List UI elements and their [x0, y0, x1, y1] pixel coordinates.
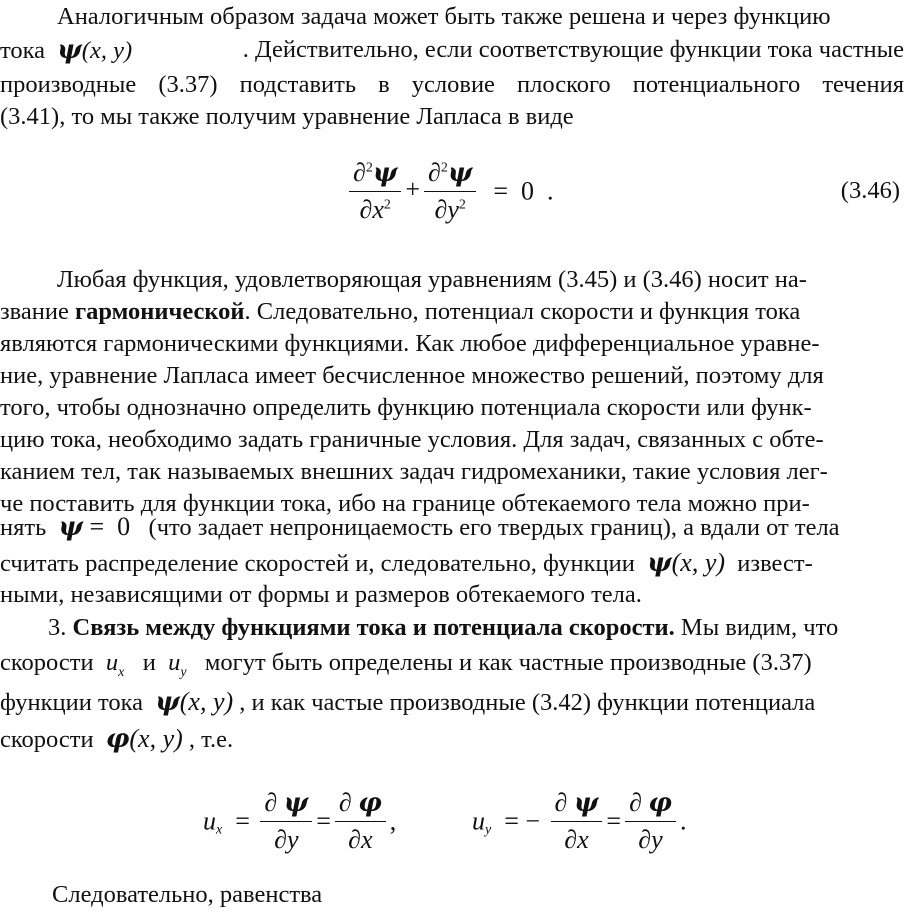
section-number: 3. [48, 614, 67, 641]
text: че поставить для функции тока, ибо на границе обтекаемого тела можно при- [0, 490, 810, 517]
text: . Следовательно, потенциал скорости и функция тока [244, 298, 801, 325]
para1-line2 [0, 33, 904, 68]
text: того, чтобы однозначно определить функцию потенциала скорости или функ- [0, 394, 812, 421]
text: . Действительно, если соответствующие функции тока частные [242, 36, 904, 63]
text: считать распределение скоростей и, следовательно, функции [0, 550, 635, 577]
para2-line5 [0, 391, 904, 425]
text: функции тока [0, 689, 144, 716]
math-sub: y [180, 664, 187, 680]
fraction: $\frac{\partial^2\psi}{\partial y^2}$ [424, 158, 476, 225]
text: скорости [0, 649, 94, 676]
para3-line2 [0, 646, 904, 680]
para2-line7 [0, 455, 904, 489]
text: Любая функция, удовлетворяющая уравнениям (3.45) и (3.46) носит на- [57, 266, 807, 293]
para3-line1 [0, 611, 904, 645]
para1-line3 [0, 68, 904, 102]
psi-symbol: ψ [647, 548, 672, 578]
fraction: $\frac{\partial^2\psi}{\partial x^2}$ [349, 158, 401, 225]
footer-line [0, 878, 904, 912]
para3-line3: функции тока ψ(x, y) , и как частые производные (3.42) функции потенциала [0, 687, 816, 717]
math-u: u [168, 649, 181, 676]
text: являются гармоническими функциями. Как любое дифференциальное уравне- [0, 330, 820, 357]
text: цию тока, необходимо задать граничные условия. Для задач, связанных с обте- [0, 426, 824, 453]
fraction: $\frac{\partial \varphi}{\partial x}$ [335, 788, 386, 855]
text: Аналогичным образом задача может быть также решена и через функцию [57, 3, 831, 30]
text: Мы видим, что [680, 614, 839, 641]
text: тока ψ(x, y) [0, 35, 133, 65]
bold-term: гармонической [75, 298, 245, 325]
psi-symbol: ψ [155, 687, 180, 717]
para2-line10: считать распределение скоростей и, следовательно, функции ψ(x, y) извест- [0, 548, 813, 578]
text: производные (3.37) подставить в условие плоского потенциального течения [0, 71, 904, 98]
para2-line1 [0, 263, 904, 297]
para3-line4: скорости φ(x, y) , т.е. [0, 724, 234, 754]
phi-symbol: φ [105, 724, 130, 754]
text: звание [0, 298, 69, 325]
para2-line9: нять ψ = 0 (что задает непроницаемость его твердых границ), а вдали от тела [0, 512, 840, 542]
text: и [142, 649, 156, 676]
text: канием тел, так называемых внешних задач гидромеханики, такие условия лег- [0, 458, 828, 485]
section-heading: Связь между функциями тока и потенциала скорости. [72, 614, 675, 641]
para2-line4 [0, 359, 904, 393]
math-sub: x [118, 664, 125, 680]
math-u: u [105, 649, 119, 676]
text: (3.41), то мы также получим уравнение Лапласа в виде [0, 103, 574, 130]
text: скорости [0, 726, 94, 753]
text: могут быть определены и как частные производные (3.37) [204, 649, 812, 676]
para2-line2 [0, 295, 904, 329]
equation-number: (3.46) [840, 177, 900, 204]
para1-line4 [0, 100, 904, 134]
fraction: $\frac{\partial \psi}{\partial x}$ [551, 788, 603, 855]
fraction: $\frac{\partial \psi}{\partial y}$ [260, 788, 312, 855]
para2-line11 [0, 578, 904, 612]
equation-3-46: $\frac{\partial^2\psi}{\partial x^2}$ + $\frac{\partial^2\psi}{\partial y^2}$ = 0 . [345, 158, 554, 225]
text: (что задает непроницаемость его твердых границ), а вдали от тела [148, 514, 840, 541]
text: ние, уравнение Лапласа имеет бесчисленное множество решений, поэтому для [0, 362, 824, 389]
psi-symbol: ψ [57, 35, 82, 65]
equation-relations-right: $u_y$ = − $\frac{\partial \psi}{\partial x}$ = $\frac{\partial \varphi}{\partial y}$ . [472, 788, 687, 854]
equation-relations-left: $u_x$ = $\frac{\partial \psi}{\partial y}$ = $\frac{\partial \varphi}{\partial x}$ , [203, 788, 397, 854]
para2-line6 [0, 423, 904, 457]
text: Следовательно, равенства [52, 881, 323, 908]
text: извест- [737, 550, 813, 577]
psi-symbol: ψ [58, 512, 83, 542]
para2-line3 [0, 327, 904, 361]
text: , т.е. [188, 726, 234, 753]
text: , и как частые производные (3.42) функции потенциала [239, 689, 816, 716]
fraction: $\frac{\partial \varphi}{\partial y}$ [625, 788, 676, 855]
para1-line1 [0, 0, 904, 34]
text: ными, независящими от формы и размеров обтекаемого тела. [0, 581, 642, 608]
text: нять [0, 514, 47, 541]
